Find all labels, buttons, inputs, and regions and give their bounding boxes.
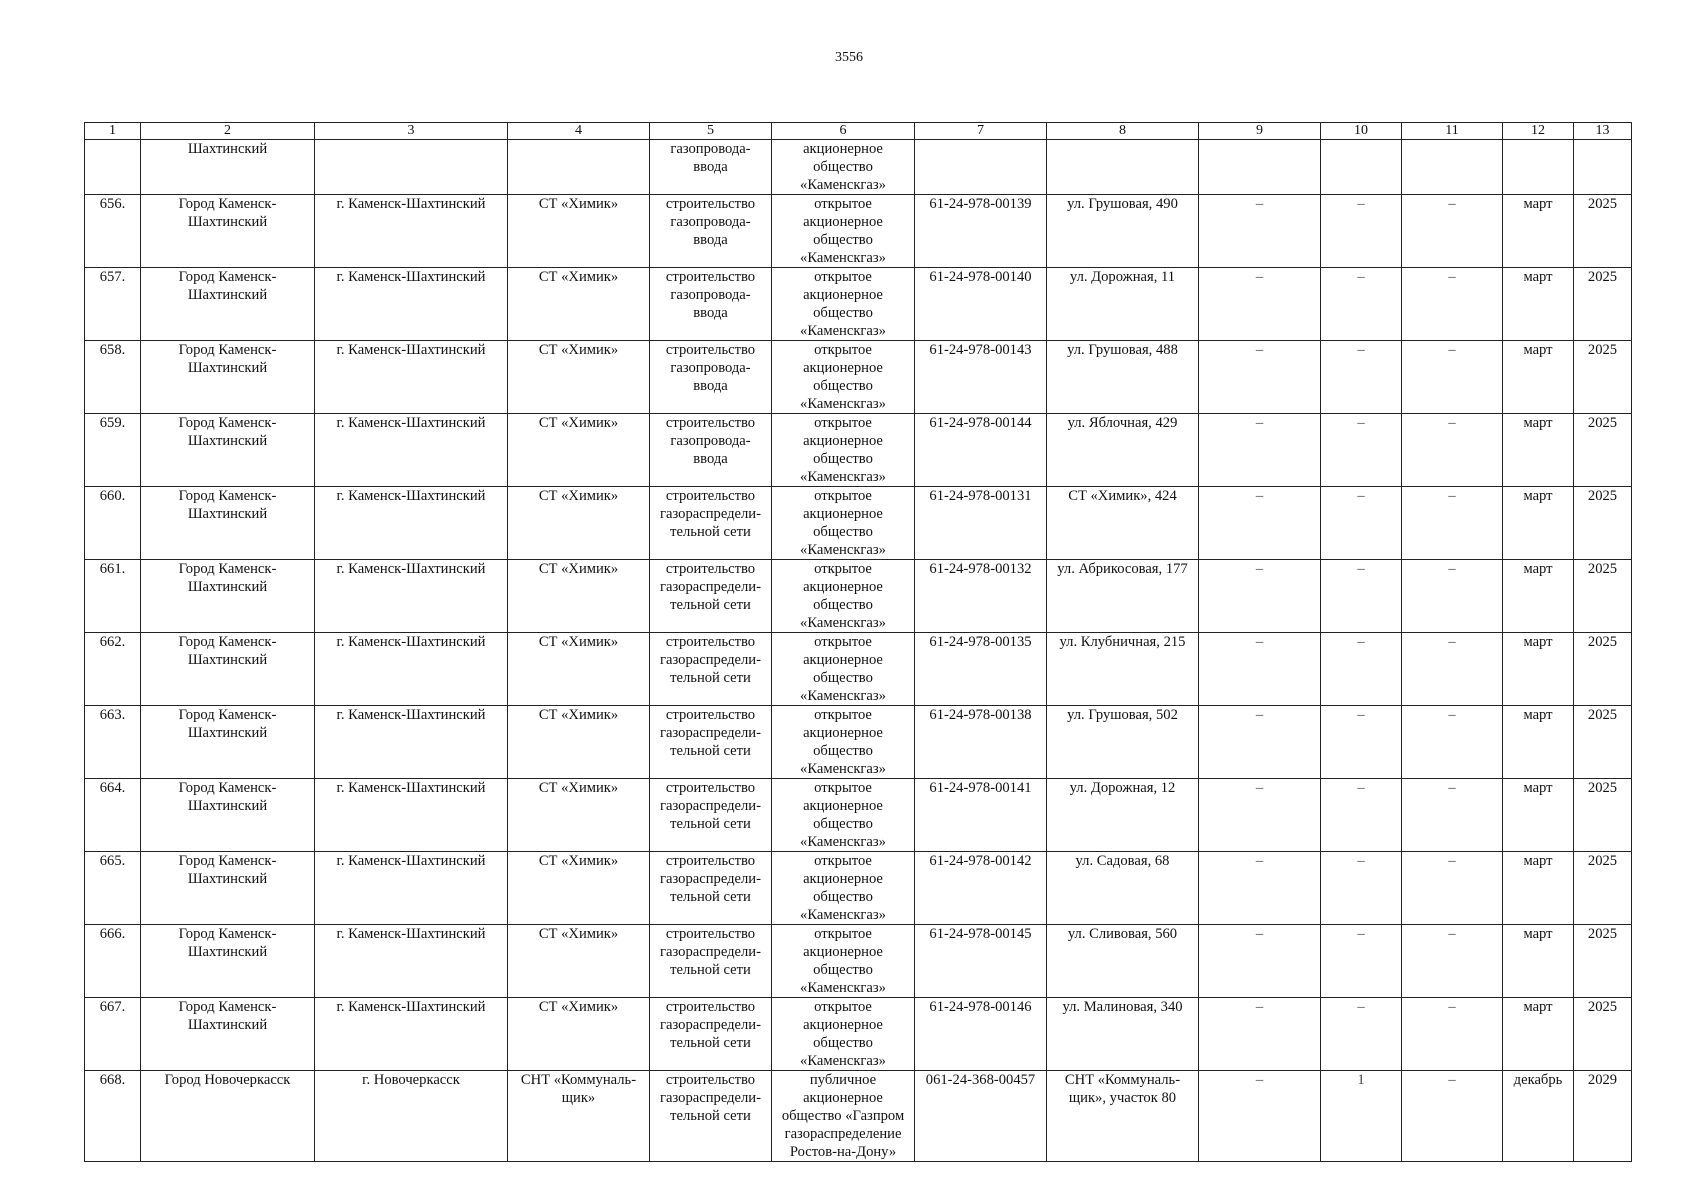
gas-connection-registry-table [84,122,1632,1162]
column-header-10: 10 [1321,123,1402,140]
table-cell-col-6: открытое акционерное общество «Каменскгаз» [772,195,915,268]
table-cell-col-11: – [1402,341,1503,414]
table-cell-col-1: 661. [85,560,141,633]
table-cell-col-3: г. Каменск-Шахтинский [315,341,508,414]
table-cell-col-8: ул. Клубничная, 215 [1047,633,1199,706]
table-cell-col-3: г. Каменск-Шахтинский [315,706,508,779]
table-cell-col-11: – [1402,998,1503,1071]
table-cell-col-9: – [1199,195,1321,268]
table-cell-col-3: г. Каменск-Шахтинский [315,560,508,633]
table-cell-col-9: – [1199,560,1321,633]
table-cell-col-5: строительство газораспредели- тельной сети [650,925,772,998]
table-cell-col-4: СТ «Химик» [508,487,650,560]
table-cell-col-5: строительство газораспредели- тельной сети [650,998,772,1071]
table-cell-col-13: 2025 [1574,195,1632,268]
table-cell-col-10: – [1321,341,1402,414]
table-row [85,560,1632,633]
table-cell-col-6: открытое акционерное общество «Каменскгаз» [772,268,915,341]
table-row [85,779,1632,852]
table-cell-col-9: – [1199,268,1321,341]
table-cell-col-8: ул. Яблочная, 429 [1047,414,1199,487]
table-cell-col-5: строительство газораспредели- тельной сети [650,560,772,633]
table-cell-col-4: СТ «Химик» [508,633,650,706]
table-cell-col-12: март [1503,852,1574,925]
table-cell-col-6: открытое акционерное общество «Каменскгаз» [772,341,915,414]
table-cell-col-13: 2025 [1574,487,1632,560]
table-cell-col-13: 2025 [1574,706,1632,779]
continuation-cell-col-2: Шахтинский [141,140,315,195]
table-cell-col-6: открытое акционерное общество «Каменскгаз» [772,779,915,852]
table-cell-col-3: г. Каменск-Шахтинский [315,852,508,925]
table-cell-col-5: строительство газопровода- ввода [650,195,772,268]
continuation-cell-col-11 [1402,140,1503,195]
table-cell-col-3: г. Каменск-Шахтинский [315,998,508,1071]
table-cell-col-1: 667. [85,998,141,1071]
table-cell-col-11: – [1402,560,1503,633]
table-cell-col-6: открытое акционерное общество «Каменскгаз» [772,925,915,998]
table-cell-col-12: март [1503,633,1574,706]
continuation-cell-col-5: газопровода- ввода [650,140,772,195]
table-cell-col-13: 2025 [1574,633,1632,706]
table-cell-col-2: Город Каменск- Шахтинский [141,779,315,852]
table-cell-col-5: строительство газопровода- ввода [650,414,772,487]
column-header-12: 12 [1503,123,1574,140]
continuation-cell-col-7 [915,140,1047,195]
table-cell-col-12: март [1503,195,1574,268]
continuation-cell-col-3 [315,140,508,195]
table-cell-col-1: 665. [85,852,141,925]
table-cell-col-11: – [1402,195,1503,268]
table-cell-col-9: – [1199,633,1321,706]
table-cell-col-10: – [1321,487,1402,560]
table-cell-col-4: СТ «Химик» [508,341,650,414]
table-cell-col-10: – [1321,560,1402,633]
table-cell-col-7: 61-24-978-00142 [915,852,1047,925]
table-cell-col-7: 61-24-978-00132 [915,560,1047,633]
table-cell-col-8: ул. Дорожная, 11 [1047,268,1199,341]
table-cell-col-1: 663. [85,706,141,779]
table-cell-col-8: ул. Дорожная, 12 [1047,779,1199,852]
table-cell-col-7: 61-24-978-00135 [915,633,1047,706]
table-cell-col-9: – [1199,487,1321,560]
table-cell-col-2: Город Каменск- Шахтинский [141,925,315,998]
table-cell-col-2: Город Каменск- Шахтинский [141,341,315,414]
table-cell-col-13: 2025 [1574,268,1632,341]
table-cell-col-5: строительство газораспредели- тельной сети [650,633,772,706]
table-cell-col-2: Город Каменск- Шахтинский [141,414,315,487]
table-cell-col-12: март [1503,487,1574,560]
table-cell-col-3: г. Каменск-Шахтинский [315,268,508,341]
table-cell-col-7: 61-24-978-00146 [915,998,1047,1071]
table-cell-col-7: 61-24-978-00140 [915,268,1047,341]
table-cell-col-2: Город Каменск- Шахтинский [141,998,315,1071]
table-cell-col-5: строительство газораспредели- тельной сети [650,1071,772,1162]
table-cell-col-3: г. Каменск-Шахтинский [315,925,508,998]
table-cell-col-7: 61-24-978-00144 [915,414,1047,487]
table-cell-col-11: – [1402,925,1503,998]
table-cell-col-6: публичное акционерное общество «Газпром газораспределение Ростов-на-Дону» [772,1071,915,1162]
table-cell-col-3: г. Каменск-Шахтинский [315,195,508,268]
table-cell-col-1: 666. [85,925,141,998]
column-header-5: 5 [650,123,772,140]
table-cell-col-8: ул. Грушовая, 488 [1047,341,1199,414]
table-cell-col-7: 61-24-978-00131 [915,487,1047,560]
table-cell-col-7: 61-24-978-00141 [915,779,1047,852]
table-cell-col-13: 2025 [1574,341,1632,414]
table-cell-col-12: март [1503,706,1574,779]
table-row [85,706,1632,779]
table-cell-col-10: 1 [1321,1071,1402,1162]
continuation-cell-col-9 [1199,140,1321,195]
table-cell-col-11: – [1402,852,1503,925]
table-cell-col-2: Город Каменск- Шахтинский [141,706,315,779]
table-cell-col-6: открытое акционерное общество «Каменскгаз» [772,706,915,779]
table-cell-col-10: – [1321,925,1402,998]
table-cell-col-5: строительство газопровода- ввода [650,268,772,341]
table-cell-col-11: – [1402,414,1503,487]
table-cell-col-13: 2025 [1574,852,1632,925]
table-cell-col-10: – [1321,268,1402,341]
continuation-cell-col-8 [1047,140,1199,195]
column-number-header-row [85,123,1632,140]
table-cell-col-9: – [1199,779,1321,852]
table-cell-col-4: СТ «Химик» [508,268,650,341]
table-cell-col-3: г. Каменск-Шахтинский [315,487,508,560]
table-cell-col-4: СТ «Химик» [508,560,650,633]
table-cell-col-4: СТ «Химик» [508,706,650,779]
table-cell-col-7: 61-24-978-00139 [915,195,1047,268]
table-cell-col-8: СТ «Химик», 424 [1047,487,1199,560]
table-cell-col-13: 2029 [1574,1071,1632,1162]
table-cell-col-2: Город Каменск- Шахтинский [141,852,315,925]
continuation-cell-col-10 [1321,140,1402,195]
table-cell-col-5: строительство газораспредели- тельной сети [650,706,772,779]
table-cell-col-4: СНТ «Коммуналь- щик» [508,1071,650,1162]
continuation-cell-col-12 [1503,140,1574,195]
table-cell-col-2: Город Новочеркасск [141,1071,315,1162]
table-row [85,487,1632,560]
table-cell-col-4: СТ «Химик» [508,998,650,1071]
table-row [85,195,1632,268]
table-cell-col-13: 2025 [1574,779,1632,852]
table-cell-col-7: 61-24-978-00145 [915,925,1047,998]
table-cell-col-4: СТ «Химик» [508,925,650,998]
table-cell-col-2: Город Каменск- Шахтинский [141,487,315,560]
table-cell-col-3: г. Новочеркасск [315,1071,508,1162]
table-cell-col-10: – [1321,998,1402,1071]
table-cell-col-12: март [1503,560,1574,633]
table-cell-col-9: – [1199,706,1321,779]
table-cell-col-9: – [1199,925,1321,998]
page-number: 3556 [835,50,863,65]
table-cell-col-8: ул. Садовая, 68 [1047,852,1199,925]
table-cell-col-12: март [1503,341,1574,414]
table-cell-col-2: Город Каменск- Шахтинский [141,633,315,706]
table-cell-col-8: ул. Грушовая, 502 [1047,706,1199,779]
column-header-7: 7 [915,123,1047,140]
table-cell-col-6: открытое акционерное общество «Каменскгаз» [772,560,915,633]
column-header-3: 3 [315,123,508,140]
table-cell-col-4: СТ «Химик» [508,414,650,487]
column-header-8: 8 [1047,123,1199,140]
table-cell-col-9: – [1199,341,1321,414]
continuation-cell-col-6: акционерное общество «Каменскгаз» [772,140,915,195]
table-cell-col-2: Город Каменск- Шахтинский [141,195,315,268]
table-row [85,268,1632,341]
continuation-row [85,140,1632,195]
table-cell-col-8: СНТ «Коммуналь- щик», участок 80 [1047,1071,1199,1162]
table-cell-col-1: 656. [85,195,141,268]
table-cell-col-6: открытое акционерное общество «Каменскгаз» [772,487,915,560]
table-cell-col-4: СТ «Химик» [508,779,650,852]
table-cell-col-12: декабрь [1503,1071,1574,1162]
continuation-cell-col-4 [508,140,650,195]
table-cell-col-6: открытое акционерное общество «Каменскгаз» [772,414,915,487]
table-cell-col-6: открытое акционерное общество «Каменскгаз» [772,998,915,1071]
table-cell-col-10: – [1321,414,1402,487]
table-cell-col-4: СТ «Химик» [508,852,650,925]
table-cell-col-10: – [1321,779,1402,852]
table-cell-col-12: март [1503,779,1574,852]
table-row [85,414,1632,487]
table-cell-col-5: строительство газопровода- ввода [650,341,772,414]
column-header-6: 6 [772,123,915,140]
table-cell-col-11: – [1402,1071,1503,1162]
table-cell-col-6: открытое акционерное общество «Каменскгаз» [772,852,915,925]
table-cell-col-9: – [1199,414,1321,487]
table-cell-col-1: 664. [85,779,141,852]
table-row [85,852,1632,925]
table-cell-col-13: 2025 [1574,925,1632,998]
table-cell-col-11: – [1402,706,1503,779]
continuation-cell-col-1 [85,140,141,195]
continuation-cell-col-13 [1574,140,1632,195]
column-header-2: 2 [141,123,315,140]
table-cell-col-11: – [1402,268,1503,341]
table-cell-col-1: 659. [85,414,141,487]
table-cell-col-11: – [1402,487,1503,560]
table-cell-col-10: – [1321,195,1402,268]
table-cell-col-11: – [1402,633,1503,706]
table-cell-col-12: март [1503,268,1574,341]
table-cell-col-1: 660. [85,487,141,560]
table-cell-col-12: март [1503,414,1574,487]
table-cell-col-11: – [1402,779,1503,852]
table-cell-col-3: г. Каменск-Шахтинский [315,414,508,487]
table-row [85,1071,1632,1162]
table-cell-col-7: 61-24-978-00143 [915,341,1047,414]
table-cell-col-9: – [1199,1071,1321,1162]
table-cell-col-9: – [1199,998,1321,1071]
table-cell-col-10: – [1321,852,1402,925]
table-cell-col-8: ул. Малиновая, 340 [1047,998,1199,1071]
table-cell-col-13: 2025 [1574,998,1632,1071]
table-cell-col-4: СТ «Химик» [508,195,650,268]
table-row [85,633,1632,706]
table-cell-col-5: строительство газораспредели- тельной сети [650,779,772,852]
table-cell-col-7: 061-24-368-00457 [915,1071,1047,1162]
table-cell-col-7: 61-24-978-00138 [915,706,1047,779]
column-header-1: 1 [85,123,141,140]
table-cell-col-3: г. Каменск-Шахтинский [315,779,508,852]
table-cell-col-5: строительство газораспредели- тельной сети [650,852,772,925]
table-cell-col-8: ул. Грушовая, 490 [1047,195,1199,268]
table-cell-col-1: 662. [85,633,141,706]
table-cell-col-1: 657. [85,268,141,341]
table-cell-col-2: Город Каменск- Шахтинский [141,560,315,633]
table-cell-col-5: строительство газораспредели- тельной сети [650,487,772,560]
table-cell-col-8: ул. Абрикосовая, 177 [1047,560,1199,633]
table-cell-col-13: 2025 [1574,560,1632,633]
table-cell-col-1: 658. [85,341,141,414]
table-cell-col-2: Город Каменск- Шахтинский [141,268,315,341]
column-header-13: 13 [1574,123,1632,140]
table-cell-col-3: г. Каменск-Шахтинский [315,633,508,706]
table-cell-col-6: открытое акционерное общество «Каменскгаз» [772,633,915,706]
table-cell-col-10: – [1321,706,1402,779]
table-cell-col-12: март [1503,998,1574,1071]
table-cell-col-12: март [1503,925,1574,998]
table-row [85,998,1632,1071]
column-header-4: 4 [508,123,650,140]
table-cell-col-9: – [1199,852,1321,925]
table-cell-col-8: ул. Сливовая, 560 [1047,925,1199,998]
table-cell-col-13: 2025 [1574,414,1632,487]
column-header-11: 11 [1402,123,1503,140]
column-header-9: 9 [1199,123,1321,140]
table-cell-col-10: – [1321,633,1402,706]
table-cell-col-1: 668. [85,1071,141,1162]
table-row [85,341,1632,414]
table-row [85,925,1632,998]
